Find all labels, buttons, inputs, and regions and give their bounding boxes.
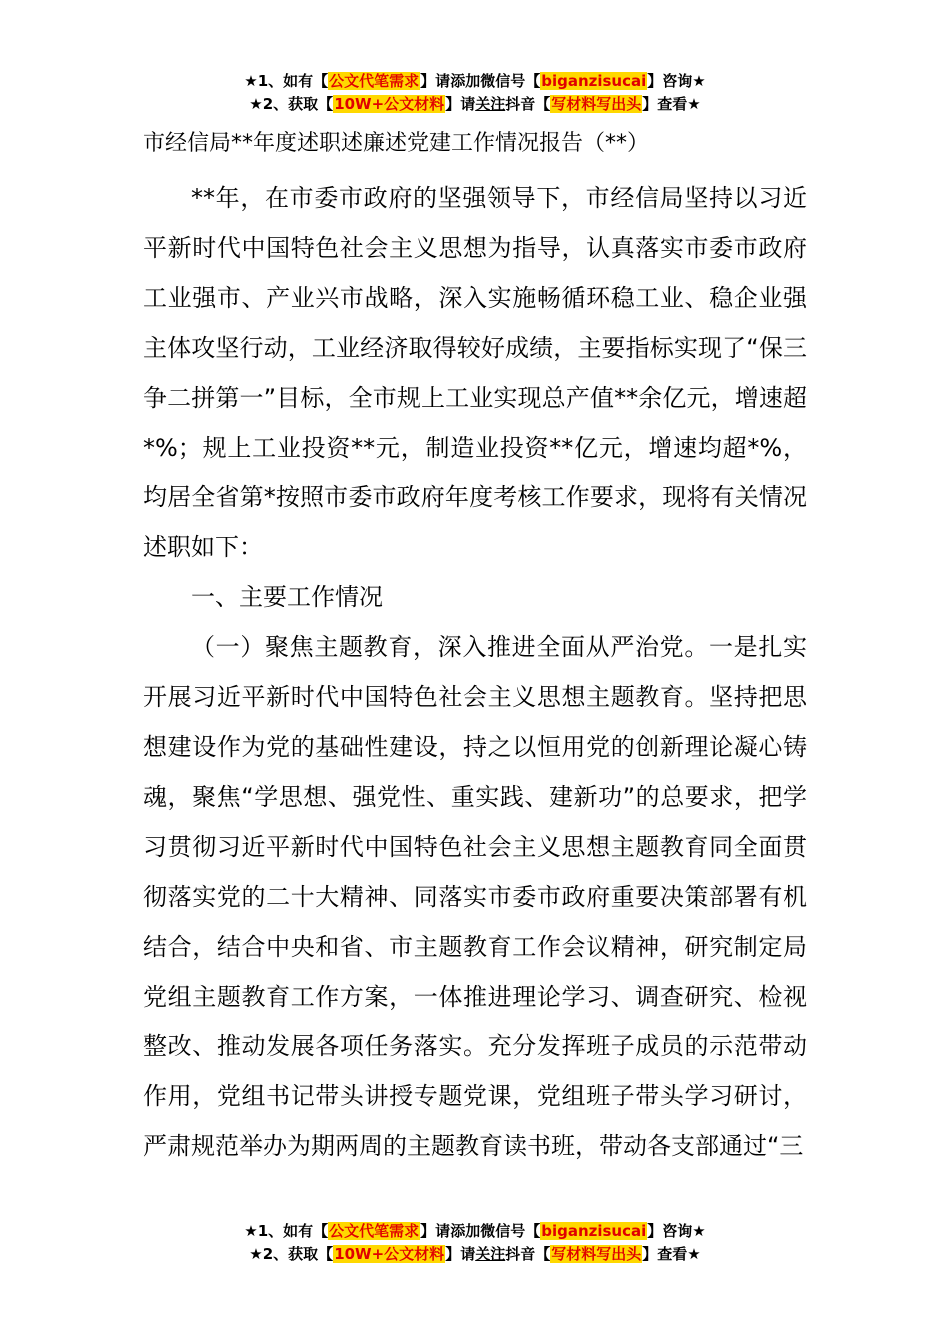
promo-emphasis: 关注 xyxy=(475,1245,506,1263)
promo-highlight-wechat: biganzisucai xyxy=(541,72,647,90)
section-paragraph: （一）聚焦主题教育，深入推进全面从严治党。一是扎实开展习近平新时代中国特色社会主义思想主题教育。坚持把思想建设作为党的基础性建设，持之以恒用党的创新理论凝心铸魂，聚焦“学思想、强党性、重实践、建新功”的总要求，把学习贯彻习近平新时代中国特色社会主义思想主题教育同全面贯彻落实党的二十大精神、同落实市委市政府重要决策部署有机结合，结合中央和省、市主题教育工作会议精神，研究制定局党组主题教育工作方案，一体推进理论学习、调查研究、检视整改、推动发展各项任务落实。充分发挥班子成员的示范带动作用，党组书记带头讲授专题党课，党组班子带头学习研讨，严肃规范举办为期两周的主题教育读书班，带动各支部通过“三 xyxy=(143,633,807,1161)
promo-emphasis: 添加 xyxy=(450,72,481,90)
promo-highlight-douyin: 写材料写出头 xyxy=(551,95,642,113)
promo-line-1 xyxy=(0,70,950,93)
promo-highlight: 公文代笔需求 xyxy=(329,72,420,90)
promo-text: 】查看★ xyxy=(642,1245,701,1263)
document-body xyxy=(143,126,807,1172)
promo-text: 抖音【 xyxy=(505,1245,551,1263)
top-promo-banner xyxy=(0,70,950,116)
promo-text: 微信号【 xyxy=(480,72,541,90)
promo-highlight: 公文代笔需求 xyxy=(329,1222,420,1240)
promo-text: 】请 xyxy=(445,95,476,113)
promo-text: 】咨询★ xyxy=(647,1222,706,1240)
promo-highlight-douyin: 写材料写出头 xyxy=(551,1245,642,1263)
promo-text: 】查看★ xyxy=(642,95,701,113)
promo-line-2 xyxy=(0,93,950,116)
section-heading: 一、主要工作情况 xyxy=(191,583,383,612)
promo-text: 微信号【 xyxy=(480,1222,541,1240)
promo-text: 抖音【 xyxy=(505,95,551,113)
promo-text: ★2、获取【 xyxy=(249,1245,334,1263)
bottom-promo-banner xyxy=(0,1220,950,1266)
promo-text: ★1、如有【 xyxy=(244,72,329,90)
promo-text: ★2、获取【 xyxy=(249,95,334,113)
promo-text: 】请 xyxy=(420,72,451,90)
promo-text: 】请 xyxy=(445,1245,476,1263)
promo-emphasis: 添加 xyxy=(450,1222,481,1240)
promo-text: ★1、如有【 xyxy=(244,1222,329,1240)
promo-highlight: 10W+公文材料 xyxy=(334,1245,445,1263)
promo-emphasis: 关注 xyxy=(475,95,506,113)
promo-highlight: 10W+公文材料 xyxy=(334,95,445,113)
promo-line-1 xyxy=(0,1220,950,1243)
intro-paragraph: **年，在市委市政府的坚强领导下，市经信局坚持以习近平新时代中国特色社会主义思想为指导，认真落实市委市政府工业强市、产业兴市战略，深入实施畅循环稳工业、稳企业强主体攻坚行动，工业经济取得较好成绩，主要指标实现了“保三争二拼第一”目标，全市规上工业实现总产值**余亿元，增速超*%；规上工业投资**元，制造业投资**亿元，增速均超*%，均居全省第*按照市委市政府年度考核工作要求，现将有关情况述职如下： xyxy=(143,184,807,562)
promo-highlight-wechat: biganzisucai xyxy=(541,1222,647,1240)
promo-text: 】咨询★ xyxy=(647,72,706,90)
promo-line-2 xyxy=(0,1243,950,1266)
document-title: 市经信局**年度述职述廉述党建工作情况报告（**） xyxy=(143,131,650,156)
promo-text: 】请 xyxy=(420,1222,451,1240)
